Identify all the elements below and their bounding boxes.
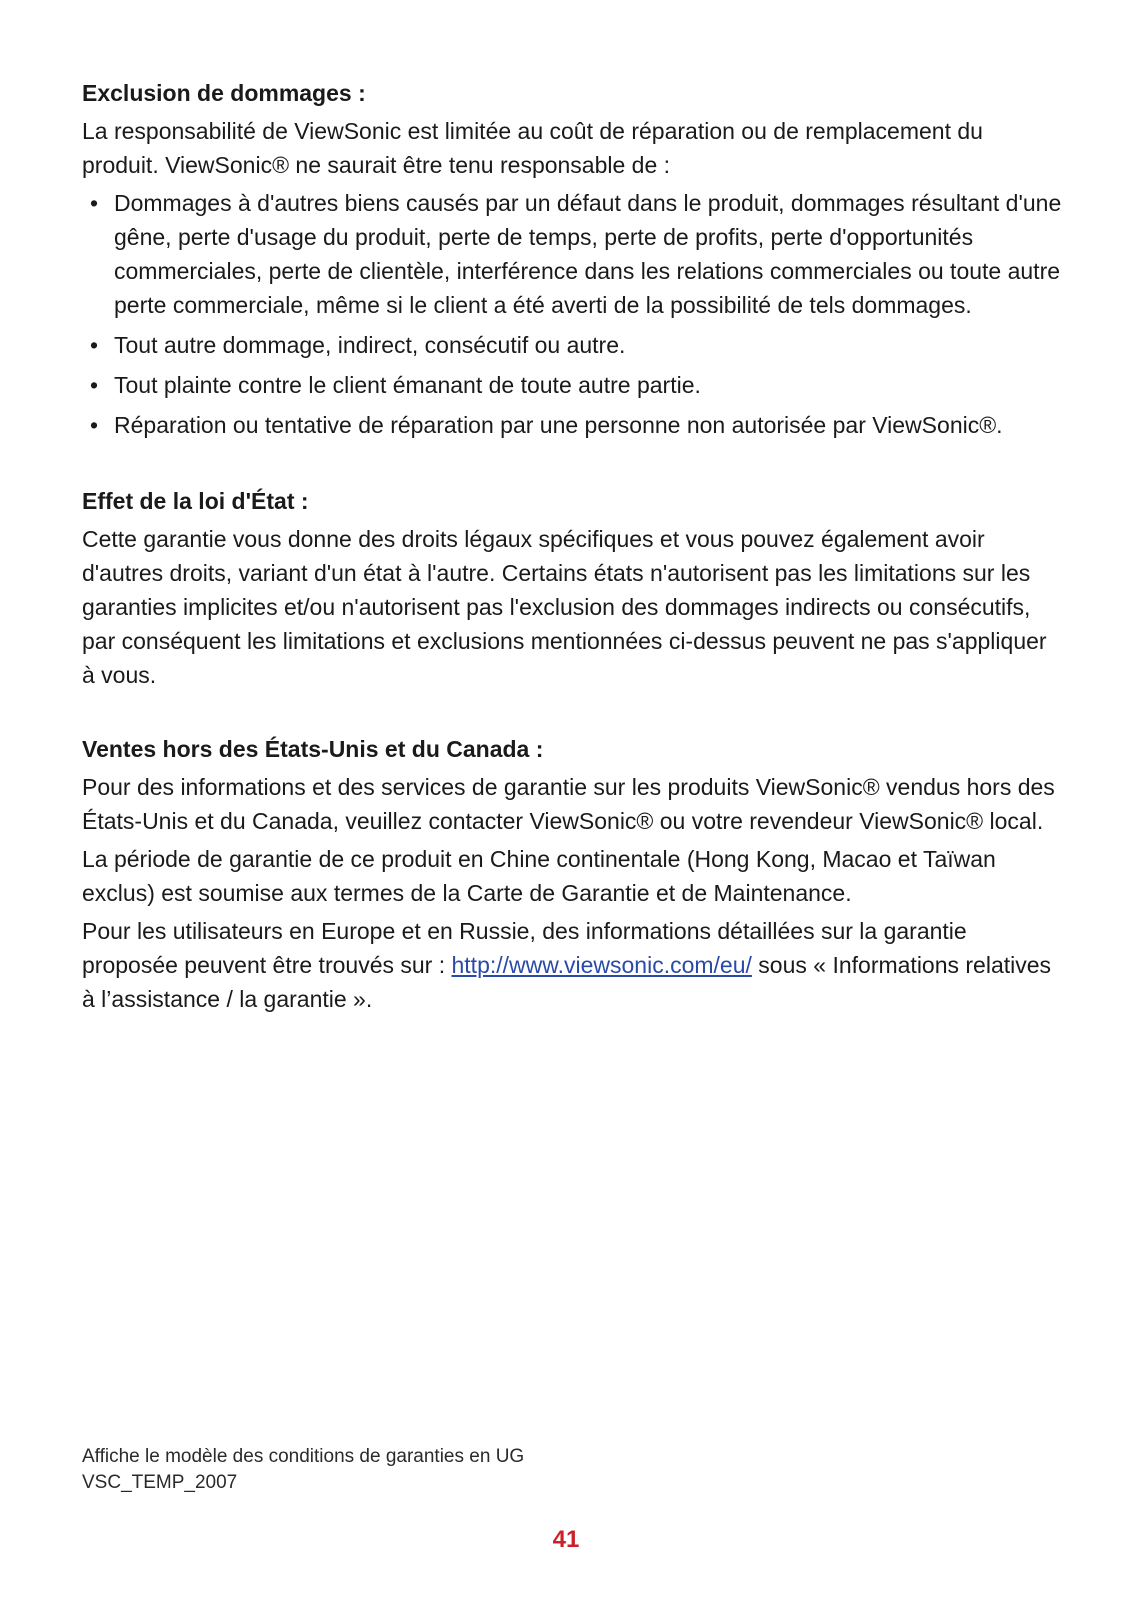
list-item-text: Tout autre dommage, indirect, consécutif ou autre. bbox=[114, 332, 626, 358]
section-heading: Ventes hors des États-Unis et du Canada : bbox=[82, 736, 544, 762]
section-spacer bbox=[82, 448, 1062, 484]
paragraph: Cette garantie vous donne des droits légaux spécifiques et vous pouvez également avoir d'autres droits, variant d'un état à l'autre. Certains états n'autorisent pas les limitations sur les garanties implicites et/ou n'autorisent pas l'exclusion des dommages indirects ou consécutifs, par conséquent les limitations et exclusions mentionnées ci-dessus peuvent ne pas s'appliquer à vous. bbox=[82, 526, 1047, 688]
bullet-icon: • bbox=[90, 190, 99, 216]
section-spacer bbox=[82, 696, 1062, 732]
paragraph-with-link bbox=[82, 914, 1062, 1016]
section-heading: Effet de la loi d'État : bbox=[82, 488, 309, 514]
section-exclusion-dommages bbox=[82, 76, 1062, 442]
list-item bbox=[82, 328, 1062, 362]
footer-note bbox=[82, 1444, 524, 1496]
list-item-text: Dommages à d'autres biens causés par un défaut dans le produit, dommages résultant d'une gêne, perte d'usage du produit, perte de temps, perte de profits, perte d'opportunités commerciales, perte de clientèle, interférence dans les relations commerciales ou toute autre perte commerciale, même si le client a été averti de la possibilité de tels dommages. bbox=[114, 190, 1062, 318]
list-item bbox=[82, 408, 1062, 442]
footer-line: VSC_TEMP_2007 bbox=[82, 1472, 238, 1493]
paragraph-text: sous « Informations relatives à l’assistance / la garantie ». bbox=[82, 952, 1052, 1012]
bullet-list bbox=[82, 186, 1062, 442]
content-area bbox=[82, 76, 1062, 1020]
bullet-icon: • bbox=[90, 332, 99, 358]
paragraph: La période de garantie de ce produit en Chine continentale (Hong Kong, Macao et Taïwan exclus) est soumise aux termes de la Carte de Garantie et de Maintenance. bbox=[82, 846, 996, 906]
page-number: 41 bbox=[552, 1526, 580, 1553]
list-item-text: Réparation ou tentative de réparation par une personne non autorisée par ViewSonic®. bbox=[114, 412, 1003, 438]
paragraph: Pour des informations et des services de garantie sur les produits ViewSonic® vendus hors des États-Unis et du Canada, veuillez contacter ViewSonic® ou votre revendeur ViewSonic® local. bbox=[82, 774, 1055, 834]
viewsonic-eu-link[interactable]: http://www.viewsonic.com/eu/ bbox=[451, 952, 752, 978]
paragraph: La responsabilité de ViewSonic est limitée au coût de réparation ou de remplacement du produit. ViewSonic® ne saurait être tenu responsable de : bbox=[82, 118, 983, 178]
list-item bbox=[82, 368, 1062, 402]
bullet-icon: • bbox=[90, 412, 99, 438]
section-effet-loi-etat bbox=[82, 484, 1062, 692]
list-item bbox=[82, 186, 1062, 322]
list-item-text: Tout plainte contre le client émanant de toute autre partie. bbox=[114, 372, 701, 398]
bullet-icon: • bbox=[90, 372, 99, 398]
section-heading: Exclusion de dommages : bbox=[82, 80, 366, 106]
footer-line: Affiche le modèle des conditions de garanties en UG bbox=[82, 1446, 525, 1467]
section-ventes-hors-usa-canada bbox=[82, 732, 1062, 1016]
paragraph-text: Pour les utilisateurs en Europe et en Russie, des informations détaillées sur la garantie proposée peuvent être trouvés sur : bbox=[82, 918, 967, 978]
